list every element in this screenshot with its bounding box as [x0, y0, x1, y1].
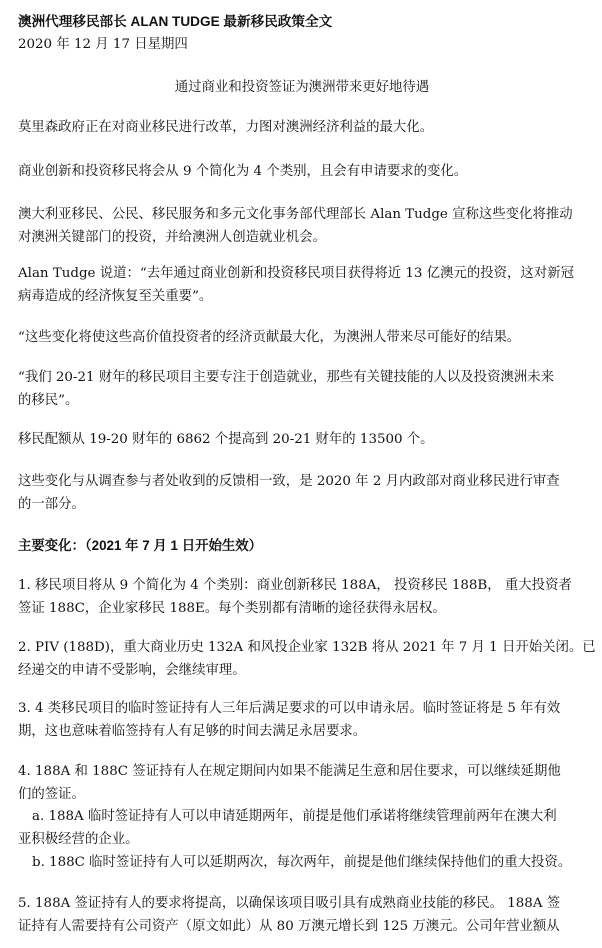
paragraph-line: 病毒造成的经济恢复至关重要”。	[18, 289, 213, 304]
document-date: 2020 年 12 月 17 日星期四	[18, 37, 188, 52]
list-item-line: 4. 188A 和 188C 签证持有人在规定期间内如果不能满足生意和居住要求，可以继续延期他	[18, 764, 561, 779]
list-item-line: 证持有人需要持有公司资产（原文如此）从 80 万澳元增长到 125 万澳元。公司年营业额从	[18, 919, 560, 934]
sub-item-line: a. 188A 临时签证持有人可以申请延期两年，前提是他们承诺将继续管理前两年在澳大利	[32, 809, 557, 824]
paragraph-line: 对澳洲关键部门的投资，并给澳洲人创造就业机会。	[18, 230, 326, 245]
list-item-line: 们的签证。	[18, 787, 85, 802]
paragraph-line: “这些变化将使这些高价值投资者的经济贡献最大化，为澳洲人带来尽可能好的结果。	[18, 330, 521, 345]
list-item-line: 5. 188A 签证持有人的要求将提高，以确保该项目吸引具有成熟商业技能的移民。 188A 签	[18, 896, 561, 911]
document-title: 澳洲代理移民部长 ALAN TUDGE 最新移民政策全文	[18, 14, 333, 29]
list-item-line: 期，这也意味着临签持有人有足够的时间去满足永居要求。	[18, 724, 367, 739]
paragraph-line: 的移民”。	[18, 393, 79, 408]
paragraph-line: 的一部分。	[18, 497, 85, 512]
document-subtitle: 通过商业和投资签证为澳洲带来更好地待遇	[174, 80, 430, 95]
sub-item-line: b. 188C 临时签证持有人可以延期两次，每次两年，前提是他们继续保持他们的重大投资。	[32, 855, 572, 870]
section-heading: 主要变化：（2021 年 7 月 1 日开始生效）	[18, 538, 263, 553]
paragraph-line: 移民配额从 19-20 财年的 6862 个提高到 20-21 财年的 13500 个。	[18, 432, 434, 447]
sub-item-line: 亚积极经营的企业。	[18, 832, 139, 847]
list-item-line: 经递交的申请不受影响，会继续审理。	[18, 663, 246, 678]
paragraph-line: 商业创新和投资移民将会从 9 个简化为 4 个类别，且会有申请要求的变化。	[18, 164, 468, 179]
paragraph-line: 澳大利亚移民、公民、移民服务和多元文化事务部代理部长 Alan Tudge 宣称这些变化将推动	[18, 207, 573, 222]
paragraph-line: “我们 20-21 财年的移民项目主要专注于创造就业，那些有关键技能的人以及投资澳洲未来	[18, 370, 555, 385]
list-item-line: 签证 188C，企业家移民 188E。每个类别都有清晰的途径获得永居权。	[18, 601, 446, 616]
paragraph-line: 莫里森政府正在对商业移民进行改革，力图对澳洲经济利益的最大化。	[18, 120, 434, 135]
paragraph-line: 这些变化与从调查参与者处收到的反馈相一致，是 2020 年 2 月内政部对商业移民进行审查	[18, 474, 560, 489]
list-item-line: 1. 移民项目将从 9 个简化为 4 个类别：商业创新移民 188A， 投资移民 188B， 重大投资者	[18, 578, 572, 593]
paragraph-line: Alan Tudge 说道：“去年通过商业创新和投资移民项目获得将近 13 亿澳元的投资，这对新冠	[18, 266, 574, 281]
list-item-line: 2. PIV (188D)，重大商业历史 132A 和风投企业家 132B 将从 2021 年 7 月 1 日开始关闭。已	[18, 640, 596, 655]
list-item-line: 3. 4 类移民项目的临时签证持有人三年后满足要求的可以申请永居。临时签证将是 5 年有效	[18, 701, 561, 716]
